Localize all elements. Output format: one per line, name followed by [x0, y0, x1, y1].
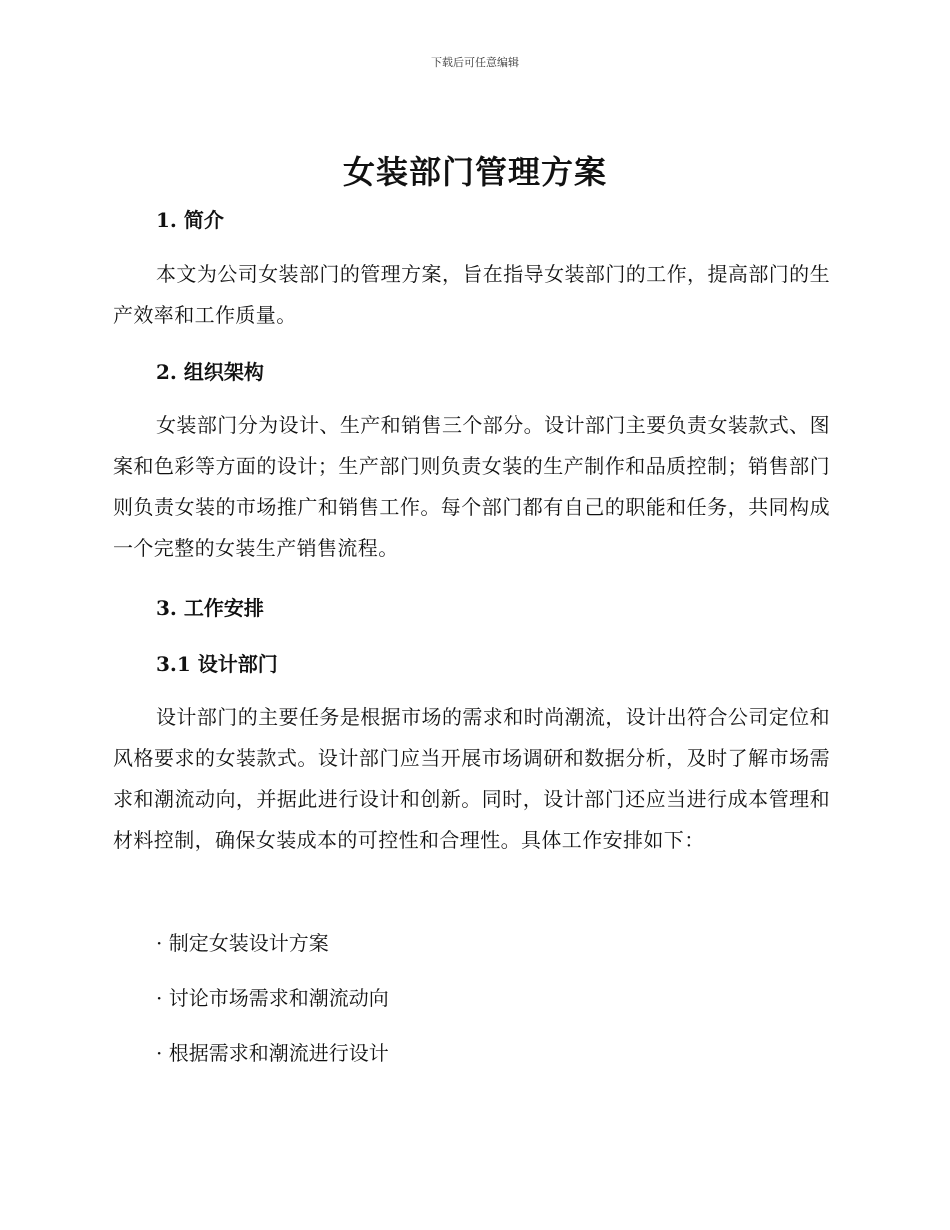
list-item: · 制定女装设计方案 [156, 931, 329, 955]
list-item: · 根据需求和潮流进行设计 [156, 1041, 389, 1065]
section-heading-work: 3. 工作安排 [156, 596, 264, 620]
section-heading-intro: 1. 简介 [156, 208, 224, 232]
list-item: · 讨论市场需求和潮流动向 [156, 986, 389, 1010]
subsection-heading-design: 3.1 设计部门 [156, 652, 278, 676]
section-heading-organization: 2. 组织架构 [156, 360, 264, 384]
design-paragraph: 设计部门的主要任务是根据市场的需求和时尚潮流，设计出符合公司定位和风格要求的女装款式。设计部门应当开展市场调研和数据分析，及时了解市场需求和潮流动向，并据此进行设计和创新。同时，设计部门还应当进行成本管理和材料控制，确保女装成本的可控性和合理性。具体工作安排如下： [113, 705, 830, 852]
organization-paragraph: 女装部门分为设计、生产和销售三个部分。设计部门主要负责女装款式、图案和色彩等方面的设计；生产部门则负责女装的生产制作和品质控制；销售部门则负责女装的市场推广和销售工作。每个部门都有自己的职能和任务，共同构成一个完整的女装生产销售流程。 [113, 413, 830, 560]
intro-paragraph: 本文为公司女装部门的管理方案，旨在指导女装部门的工作，提高部门的生产效率和工作质量。 [113, 262, 830, 327]
document-title: 女装部门管理方案 [342, 153, 607, 191]
header-note: 下载后可任意编辑 [431, 56, 519, 69]
